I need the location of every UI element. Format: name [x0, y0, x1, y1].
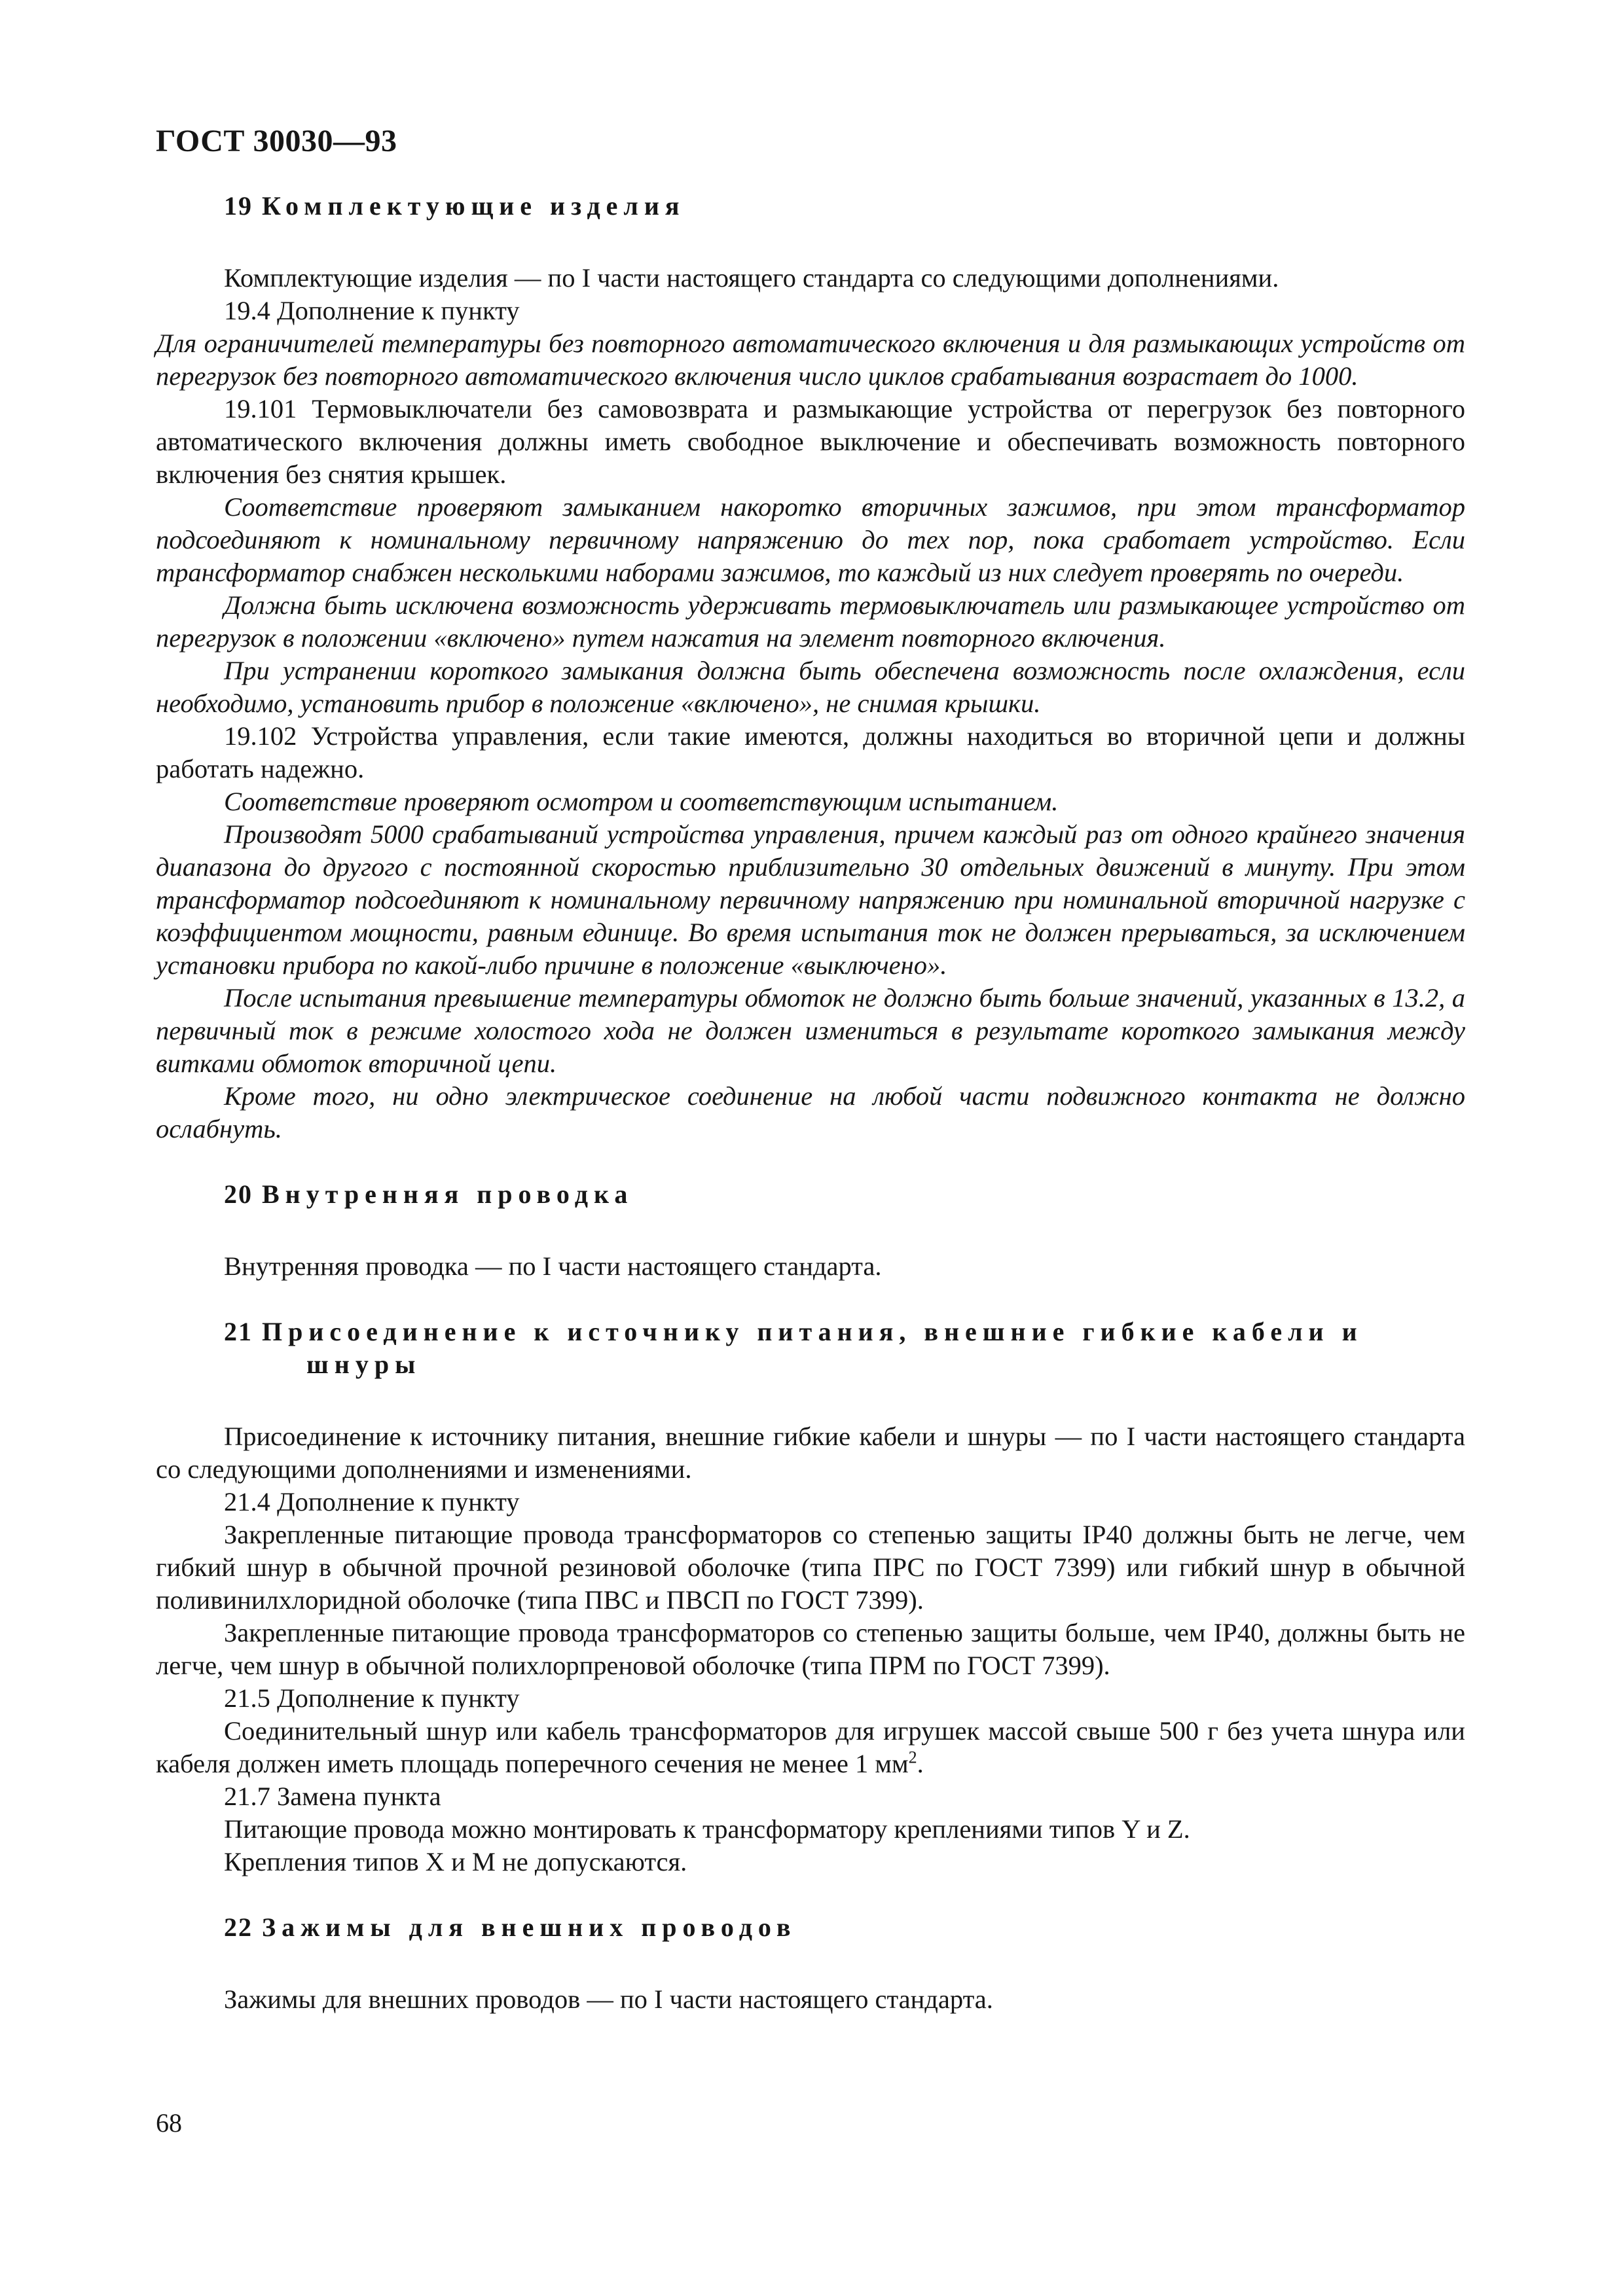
section-19-heading	[156, 190, 1465, 223]
paragraph-italic: После испытания превышение температуры обмоток не должно быть больше значений, указанных в 13.2, а первичный ток в режиме холостого хода не должен измениться в результате короткого замыкания между витками обмоток вторичной цепи.	[156, 983, 1465, 1078]
section-20-heading	[156, 1178, 1465, 1211]
paragraph-italic: Производят 5000 срабатываний устройства управления, причем каждый раз от одного крайнего значения диапазона до другого с постоянной скоростью приблизительно 30 отдельных движений в минуту. При этом трансформатор подсоединяют к номинальному первичному напряжению при номинальной вторичной нагрузке с коэффициентом мощности, равным единице. Во время испытания ток не должен прерываться, за исключением установки прибора по какой-либо причине в положение «выключено».	[156, 819, 1465, 980]
paragraph-italic: При устранении короткого замыкания должна быть обеспечена возможность после охлаждения, если необходимо, установить прибор в положение «включено», не снимая крышки.	[156, 656, 1465, 718]
paragraph: Крепления типов X и M не допускаются.	[224, 1847, 687, 1876]
clause-heading: 19.4 Дополнение к пункту	[224, 296, 520, 325]
superscript: 2	[908, 1748, 917, 1767]
paragraph: Внутренняя проводка — по I части настоящего стандарта.	[224, 1251, 882, 1281]
paragraph-end: .	[917, 1749, 924, 1778]
paragraph: Комплектующие изделия — по I части настоящего стандарта со следующими дополнениями.	[224, 263, 1279, 293]
paragraph-italic: Соответствие проверяют осмотром и соответствующим испытанием.	[224, 787, 1059, 816]
clause-heading: 21.5 Дополнение к пункту	[224, 1683, 520, 1713]
section-number: 19	[224, 191, 253, 221]
paragraph: Зажимы для внешних проводов — по I части настоящего стандарта.	[224, 1984, 993, 2014]
clause-paragraph: 19.101 Термовыключатели без самовозврата и размыкающие устройства от перегрузок без повторного автоматического включения должны иметь свободное выключение и обеспечивать возможность повторного включения без снятия крышек.	[156, 394, 1465, 489]
paragraph-italic: Должна быть исключена возможность удерживать термовыключатель или размыкающее устройство от перегрузок в положении «включено» путем нажатия на элемент повторного включения.	[156, 590, 1465, 653]
section-title: Внутренняя проводка	[262, 1179, 634, 1209]
section-title: Комплектующие изделия	[262, 191, 685, 221]
document-header: ГОСТ 30030—93	[156, 124, 397, 158]
paragraph: Закрепленные питающие провода трансформаторов со степенью защиты больше, чем IP40, должны быть не легче, чем шнур в обычной полихлорпреновой оболочке (типа ПРМ по ГОСТ 7399).	[156, 1618, 1465, 1680]
paragraph	[156, 1715, 1465, 1780]
paragraph-italic: Кроме того, ни одно электрическое соединение на любой части подвижного контакта не должно ослабнуть.	[156, 1081, 1465, 1143]
section-title: Присоединение к источнику питания, внешние гибкие кабели и шнуры	[262, 1317, 1363, 1379]
paragraph-italic: Для ограничителей температуры без повторного автоматического включения и для размыкающих устройств от перегрузок без повторного автоматического включения число циклов срабатывания возрастает до 1000.	[156, 329, 1465, 391]
paragraph: Присоединение к источнику питания, внешние гибкие кабели и шнуры — по I части настоящего стандарта со следующими дополнениями и изменениями.	[156, 1422, 1465, 1484]
section-22-heading	[156, 1911, 1465, 1944]
paragraph-italic: Соответствие проверяют замыканием накоротко вторичных зажимов, при этом трансформатор подсоединяют к номинальному первичному напряжению до тех пор, пока сработает устройство. Если трансформатор снабжен несколькими наборами зажимов, то каждый из них следует проверять по очереди.	[156, 492, 1465, 587]
paragraph: Питающие провода можно монтировать к трансформатору креплениями типов Y и Z.	[224, 1814, 1190, 1844]
page-content	[156, 190, 1465, 2016]
section-number: 20	[224, 1179, 253, 1209]
section-number: 21	[224, 1317, 253, 1346]
paragraph: Закрепленные питающие провода трансформаторов со степенью защиты IP40 должны быть не легче, чем гибкий шнур в обычной прочной резиновой оболочке (типа ПРС по ГОСТ 7399) или гибкий шнур в обычной поливинилхлоридной оболочке (типа ПВС и ПВСП по ГОСТ 7399).	[156, 1520, 1465, 1615]
section-number: 22	[224, 1912, 253, 1942]
page-number: 68	[156, 2108, 182, 2138]
section-21-heading	[156, 1316, 1465, 1381]
clause-paragraph: 19.102 Устройства управления, если такие имеются, должны находиться во вторичной цепи и должны работать надежно.	[156, 721, 1465, 783]
paragraph-text: Соединительный шнур или кабель трансформаторов для игрушек массой свыше 500 г без учета шнура или кабеля должен иметь площадь поперечного сечения не менее 1 мм	[156, 1716, 1465, 1778]
clause-heading: 21.4 Дополнение к пункту	[224, 1487, 520, 1516]
clause-heading: 21.7 Замена пункта	[224, 1782, 441, 1811]
section-title: Зажимы для внешних проводов	[262, 1912, 797, 1942]
